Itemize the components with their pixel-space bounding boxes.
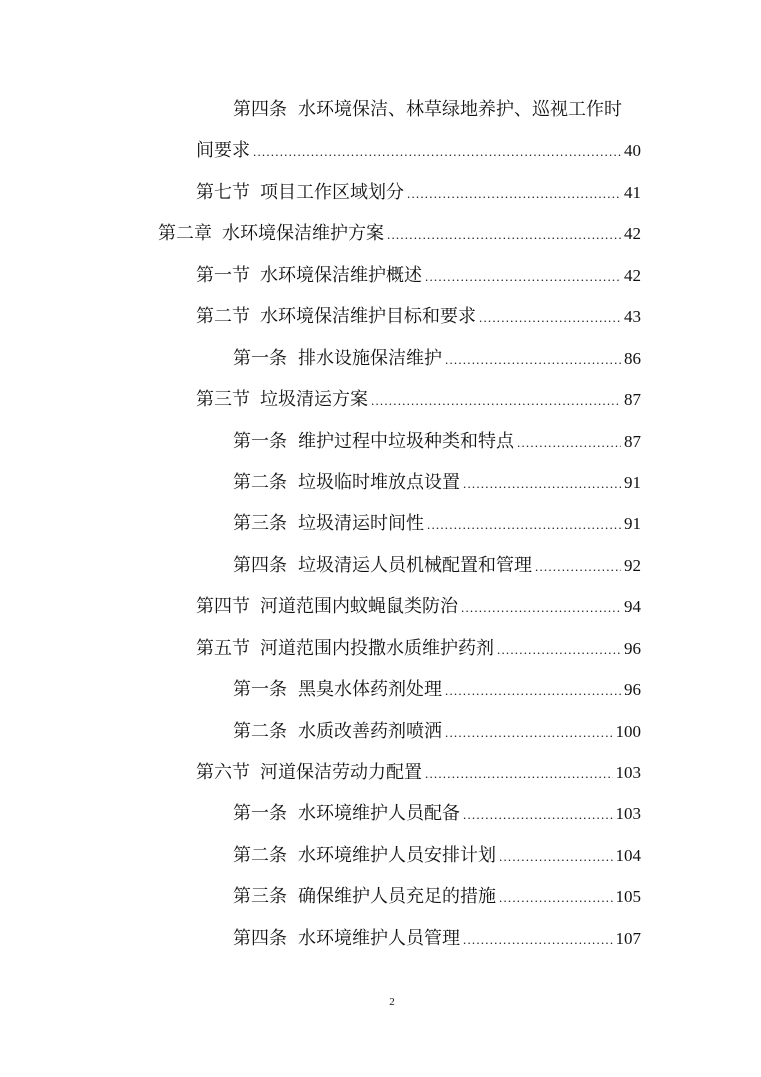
toc-entry-label: 第三节 bbox=[196, 389, 250, 411]
toc-entry-title: 河道范围内蚊蝇鼠类防治 bbox=[260, 596, 458, 618]
toc-entry-page: 104 bbox=[615, 845, 641, 865]
toc-entry-title: 水质改善药剂喷洒 bbox=[298, 720, 442, 742]
toc-entry-page: 87 bbox=[624, 390, 641, 410]
toc-entry-page: 91 bbox=[624, 514, 641, 534]
toc-entry-page: 43 bbox=[624, 307, 641, 327]
toc-entry-label: 第五节 bbox=[196, 637, 250, 659]
toc-entry-article bbox=[0, 711, 761, 752]
toc-entry-page: 105 bbox=[615, 887, 641, 907]
toc-entry-page: 40 bbox=[624, 141, 641, 161]
toc-entry-continuation bbox=[0, 130, 761, 171]
toc-entry-title: 垃圾清运时间性 bbox=[298, 513, 424, 535]
toc-entry-title: 水环境保洁维护方案 bbox=[222, 223, 384, 245]
toc-entry-section bbox=[0, 752, 761, 793]
toc-entry-page: 92 bbox=[624, 555, 641, 575]
toc-entry-section bbox=[0, 172, 761, 213]
toc-entry-article bbox=[0, 545, 761, 586]
leader-dots bbox=[463, 794, 613, 835]
toc-entry-title: 水环境保洁维护概述 bbox=[260, 264, 422, 286]
toc-entry-page: 41 bbox=[624, 182, 641, 202]
toc-entry-title: 确保维护人员充足的措施 bbox=[298, 886, 496, 908]
toc-entry-page: 107 bbox=[615, 928, 641, 948]
leader-dots bbox=[479, 297, 621, 338]
toc-entry-article bbox=[0, 89, 761, 130]
toc-entry-page: 103 bbox=[615, 763, 641, 782]
leader-dots bbox=[425, 753, 613, 794]
toc-entry-title-continued: 间要求 bbox=[196, 140, 250, 162]
toc-entry-label: 第二条 bbox=[233, 844, 287, 866]
leader-dots bbox=[371, 380, 621, 421]
toc-entry-section bbox=[0, 379, 761, 420]
toc-entry-section bbox=[0, 628, 761, 669]
toc-entry-title: 水环境维护人员管理 bbox=[298, 927, 460, 949]
toc-entry-label: 第一条 bbox=[233, 430, 287, 452]
toc-entry-title: 垃圾临时堆放点设置 bbox=[298, 471, 460, 493]
toc-entry-label: 第四条 bbox=[233, 554, 287, 576]
toc-entry-section bbox=[0, 296, 761, 337]
toc-entry-title: 垃圾清运方案 bbox=[260, 389, 368, 411]
toc-entry-page: 96 bbox=[624, 638, 641, 658]
leader-dots bbox=[427, 504, 621, 545]
toc-entry-label: 第二条 bbox=[233, 720, 287, 742]
leader-dots bbox=[499, 836, 613, 877]
toc-entry-label: 第二章 bbox=[158, 223, 212, 245]
leader-dots bbox=[499, 877, 613, 918]
toc-entry-section bbox=[0, 255, 761, 296]
toc-entry-label: 第七节 bbox=[196, 181, 250, 203]
toc-entry-page: 103 bbox=[615, 804, 641, 824]
toc-entry-label: 第三条 bbox=[233, 513, 287, 535]
leader-dots bbox=[445, 712, 613, 753]
toc-entry-page: 94 bbox=[624, 597, 641, 617]
toc-entry-label: 第一条 bbox=[233, 347, 287, 369]
toc-entry-title: 排水设施保洁维护 bbox=[298, 347, 442, 369]
toc-entry-title: 黑臭水体药剂处理 bbox=[298, 679, 442, 701]
toc-entry-label: 第六节 bbox=[196, 762, 250, 783]
toc-entry-title: 水环境维护人员配备 bbox=[298, 803, 460, 825]
toc-entry-article bbox=[0, 918, 761, 959]
leader-dots bbox=[497, 629, 621, 670]
toc-entry-title: 河道保洁劳动力配置 bbox=[260, 762, 422, 783]
toc-entry-label: 第一条 bbox=[233, 803, 287, 825]
page-number: 2 bbox=[389, 996, 395, 1008]
toc-entry-page: 86 bbox=[624, 348, 641, 368]
toc-entry-article bbox=[0, 338, 761, 379]
leader-dots bbox=[463, 463, 621, 504]
toc-entry-label: 第三条 bbox=[233, 886, 287, 908]
toc-entry-article bbox=[0, 669, 761, 710]
toc-entry-title: 水环境维护人员安排计划 bbox=[298, 844, 496, 866]
toc-entry-article bbox=[0, 503, 761, 544]
toc-entry-label: 第四条 bbox=[233, 99, 287, 120]
toc-entry-article bbox=[0, 835, 761, 876]
toc-entry-article bbox=[0, 462, 761, 503]
toc-entry-chapter bbox=[0, 213, 761, 254]
toc-entry-title: 河道范围内投撒水质维护药剂 bbox=[260, 637, 494, 659]
leader-dots bbox=[407, 173, 621, 214]
leader-dots bbox=[445, 670, 621, 711]
toc-entry-page: 42 bbox=[624, 265, 641, 285]
leader-dots bbox=[463, 919, 613, 960]
leader-dots bbox=[387, 214, 621, 255]
toc-entry-title: 水环境保洁、林草绿地养护、巡视工作时 bbox=[298, 99, 622, 120]
toc-entry-article bbox=[0, 421, 761, 462]
toc-entry-title: 项目工作区域划分 bbox=[260, 181, 404, 203]
toc-entry-page: 87 bbox=[624, 431, 641, 451]
toc-entry-label: 第二节 bbox=[196, 306, 250, 328]
toc-entry-label: 第一节 bbox=[196, 264, 250, 286]
toc-entry-page: 100 bbox=[615, 721, 641, 741]
toc-entry-article bbox=[0, 793, 761, 834]
toc-entry-label: 第一条 bbox=[233, 679, 287, 701]
toc-entry-title: 水环境保洁维护目标和要求 bbox=[260, 306, 476, 328]
leader-dots bbox=[425, 256, 621, 297]
toc-entry-page: 42 bbox=[624, 224, 641, 244]
toc-entry-article bbox=[0, 876, 761, 917]
leader-dots bbox=[461, 587, 621, 628]
toc-entry-label: 第四条 bbox=[233, 927, 287, 949]
toc-entry-label: 第二条 bbox=[233, 471, 287, 493]
toc-entry-title: 垃圾清运人员机械配置和管理 bbox=[298, 554, 532, 576]
toc-entry-page: 91 bbox=[624, 472, 641, 492]
toc-entry-title: 维护过程中垃圾种类和特点 bbox=[298, 430, 514, 452]
leader-dots bbox=[253, 131, 621, 172]
leader-dots bbox=[535, 546, 621, 587]
toc-entry-section bbox=[0, 586, 761, 627]
leader-dots bbox=[445, 339, 621, 380]
toc-entry-page: 96 bbox=[624, 680, 641, 700]
toc-entry-label: 第四节 bbox=[196, 596, 250, 618]
leader-dots bbox=[517, 422, 621, 463]
table-of-contents bbox=[0, 89, 761, 959]
